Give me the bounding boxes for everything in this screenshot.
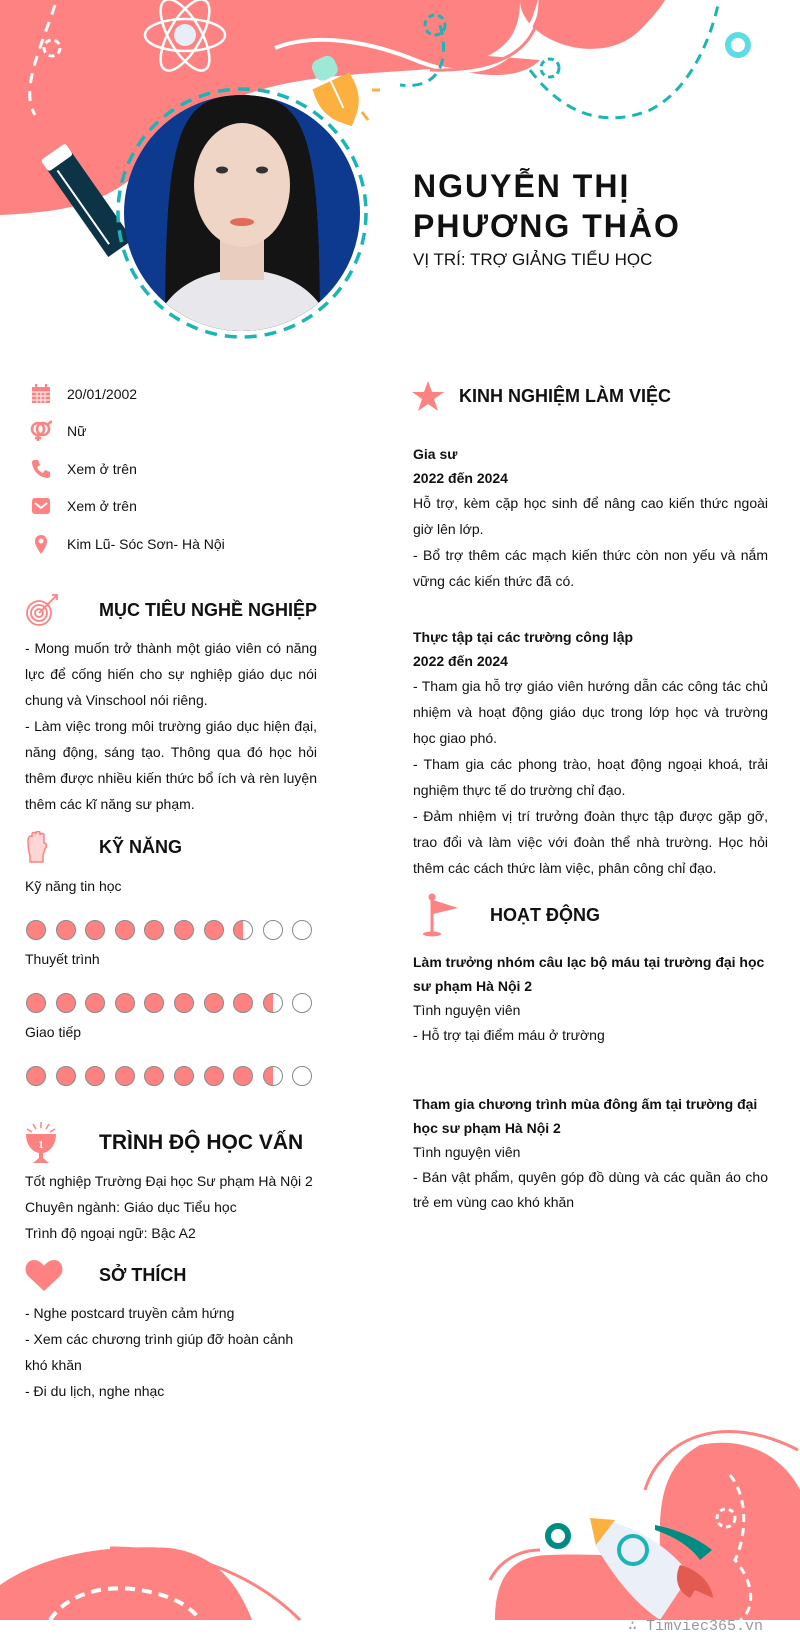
skill-label: Thuyết trình bbox=[25, 951, 100, 967]
skill-label: Giao tiếp bbox=[25, 1024, 82, 1040]
rating-dot bbox=[26, 1066, 46, 1086]
skills-title: KỸ NĂNG bbox=[99, 836, 183, 857]
rating-dot bbox=[115, 993, 135, 1013]
job-position: VỊ TRÍ: TRỢ GIẢNG TIỂU HỌC bbox=[413, 250, 653, 269]
experience-description: Hỗ trợ, kèm cặp học sinh để nâng cao kiến thức ngoài giờ lên lớp. - Bổ trợ thêm các mạch kiến thức còn non yếu và nắm vững các kiến thức đã có. bbox=[413, 495, 768, 589]
education-title: TRÌNH ĐỘ HỌC VẤN bbox=[99, 1131, 304, 1154]
activity-title: Làm trưởng nhóm câu lạc bộ máu tại trường đại học sư phạm Hà Nội 2 bbox=[413, 954, 765, 994]
rating-dot bbox=[174, 993, 194, 1013]
experience-title: KINH NGHIỆM LÀM VIỆC bbox=[459, 385, 672, 406]
rating-dot bbox=[174, 1066, 194, 1086]
watermark: ∴ Timviec365.vn bbox=[628, 1618, 764, 1635]
rating-dot bbox=[292, 993, 312, 1013]
skill-rating bbox=[26, 1066, 312, 1086]
rating-dot bbox=[204, 1066, 224, 1086]
education-line: Tốt nghiệp Trường Đại học Sư phạm Hà Nội 2 bbox=[25, 1173, 313, 1189]
skills-heading bbox=[25, 827, 182, 867]
activity-title: Tham gia chương trình mùa đông ấm tại trường đại học sư phạm Hà Nội 2 bbox=[413, 1096, 758, 1136]
education-details bbox=[25, 1168, 317, 1246]
hobby-item: - Nghe postcard truyền cảm hứng bbox=[25, 1305, 235, 1321]
gender-value: Nữ bbox=[67, 423, 87, 439]
rating-dot bbox=[85, 1066, 105, 1086]
birthdate-value: 20/01/2002 bbox=[67, 386, 138, 402]
location-icon bbox=[30, 533, 52, 555]
hobby-item: - Đi du lịch, nghe nhạc bbox=[25, 1383, 165, 1399]
rating-dot bbox=[56, 1066, 76, 1086]
rating-dot bbox=[26, 993, 46, 1013]
rating-dot bbox=[204, 920, 224, 940]
activity-description: - Hỗ trợ tại điểm máu ở trường bbox=[413, 1027, 605, 1043]
hobbies-list bbox=[25, 1300, 317, 1404]
experience-entry bbox=[413, 625, 768, 881]
activities-title: HOẠT ĐỘNG bbox=[490, 904, 600, 925]
rating-dot bbox=[204, 993, 224, 1013]
rating-dot bbox=[144, 1066, 164, 1086]
star-icon bbox=[411, 376, 445, 416]
objective-heading bbox=[25, 590, 317, 630]
activity-role: Tình nguyện viên bbox=[413, 1144, 521, 1160]
skill-rating bbox=[26, 920, 312, 940]
experience-entry bbox=[413, 442, 768, 594]
rating-dot bbox=[292, 920, 312, 940]
hobbies-heading bbox=[25, 1255, 186, 1295]
ring-icon bbox=[728, 35, 748, 55]
rating-dot bbox=[56, 920, 76, 940]
hobby-item: - Xem các chương trình giúp đỡ hoàn cảnh khó khăn bbox=[25, 1331, 294, 1373]
hand-icon bbox=[25, 827, 69, 867]
education-heading bbox=[25, 1123, 303, 1163]
candidate-name: NGUYỄN THỊ PHƯƠNG THẢO bbox=[413, 168, 681, 244]
rating-dot bbox=[233, 1066, 253, 1086]
objective-title: MỤC TIÊU NGHỀ NGHIỆP bbox=[99, 599, 318, 620]
experience-period: 2022 đến 2024 bbox=[413, 470, 508, 486]
experience-heading bbox=[411, 376, 671, 416]
rating-dot bbox=[263, 993, 283, 1013]
flag-icon bbox=[420, 895, 464, 935]
activity-entry bbox=[413, 950, 768, 1048]
skill-rating bbox=[26, 993, 312, 1013]
experience-description: - Tham gia hỗ trợ giáo viên hướng dẫn các công tác chủ nhiệm và hoạt động giáo dục trong lớp học và trường học giao phó. - Tham gia các phong trào, hoạt động ngoại khoá, trải nghiệm thực tế do trường chỉ đạo. - Đảm nhiệm vị trí trưởng đoàn thực tập được gặp gỡ, trao đổi và làm việc với đoàn thể nhà trường. Học hỏi thêm các cách thức làm việc, phân công chỉ đạo. bbox=[413, 678, 768, 876]
hobbies-title: SỞ THÍCH bbox=[99, 1264, 187, 1285]
rating-dot bbox=[26, 920, 46, 940]
rating-dot bbox=[263, 920, 283, 940]
contact-birthdate bbox=[30, 382, 137, 406]
rating-dot bbox=[233, 993, 253, 1013]
rating-dot bbox=[263, 1066, 283, 1086]
experience-period: 2022 đến 2024 bbox=[413, 653, 508, 669]
contact-email bbox=[30, 494, 137, 518]
activities-heading bbox=[420, 895, 600, 935]
bottom-left-blob bbox=[0, 1547, 252, 1620]
svg-text:1: 1 bbox=[38, 1139, 44, 1151]
rating-dot bbox=[85, 920, 105, 940]
phone-value: Xem ở trên bbox=[67, 461, 137, 477]
activity-description: - Bán vật phẩm, quyên góp đồ dùng và các quần áo cho trẻ em vùng cao khó khăn bbox=[413, 1169, 768, 1210]
trophy-icon bbox=[25, 1123, 69, 1163]
objective-text: - Mong muốn trở thành một giáo viên có năng lực để cống hiến cho sự nghiệp giáo dục nói chung và Vinschool nói riêng. - Làm việc trong môi trường giáo dục hiện đại, năng động, sáng tạo. Thông qua đó học hỏi thêm được nhiều kiến thức bổ ích và rèn luyện thêm các kĩ năng sư phạm. bbox=[25, 640, 317, 812]
rating-dot bbox=[115, 1066, 135, 1086]
experience-job-title: Gia sư bbox=[413, 446, 458, 462]
rating-dot bbox=[144, 920, 164, 940]
activity-role: Tình nguyện viên bbox=[413, 1002, 521, 1018]
phone-icon bbox=[30, 458, 52, 480]
heart-icon bbox=[25, 1255, 69, 1295]
address-value: Kim Lũ- Sóc Sơn- Hà Nội bbox=[67, 536, 225, 552]
contact-address bbox=[30, 532, 225, 556]
rating-dot bbox=[115, 920, 135, 940]
skill-label: Kỹ năng tin học bbox=[25, 878, 122, 894]
email-icon bbox=[30, 495, 52, 517]
rating-dot bbox=[292, 1066, 312, 1086]
contact-gender bbox=[30, 419, 86, 443]
activity-entry bbox=[413, 1092, 768, 1215]
rating-dot bbox=[174, 920, 194, 940]
rating-dot bbox=[85, 993, 105, 1013]
email-value: Xem ở trên bbox=[67, 498, 137, 514]
rating-dot bbox=[233, 920, 253, 940]
rating-dot bbox=[56, 993, 76, 1013]
rating-dot bbox=[144, 993, 164, 1013]
education-line: Trình độ ngoại ngữ: Bậc A2 bbox=[25, 1225, 196, 1241]
target-icon bbox=[25, 590, 69, 630]
education-line: Chuyên ngành: Giáo dục Tiểu học bbox=[25, 1199, 237, 1215]
experience-job-title: Thực tập tại các trường công lập bbox=[413, 629, 634, 645]
contact-phone bbox=[30, 457, 137, 481]
gender-icon bbox=[30, 420, 52, 442]
calendar-icon bbox=[30, 383, 52, 405]
